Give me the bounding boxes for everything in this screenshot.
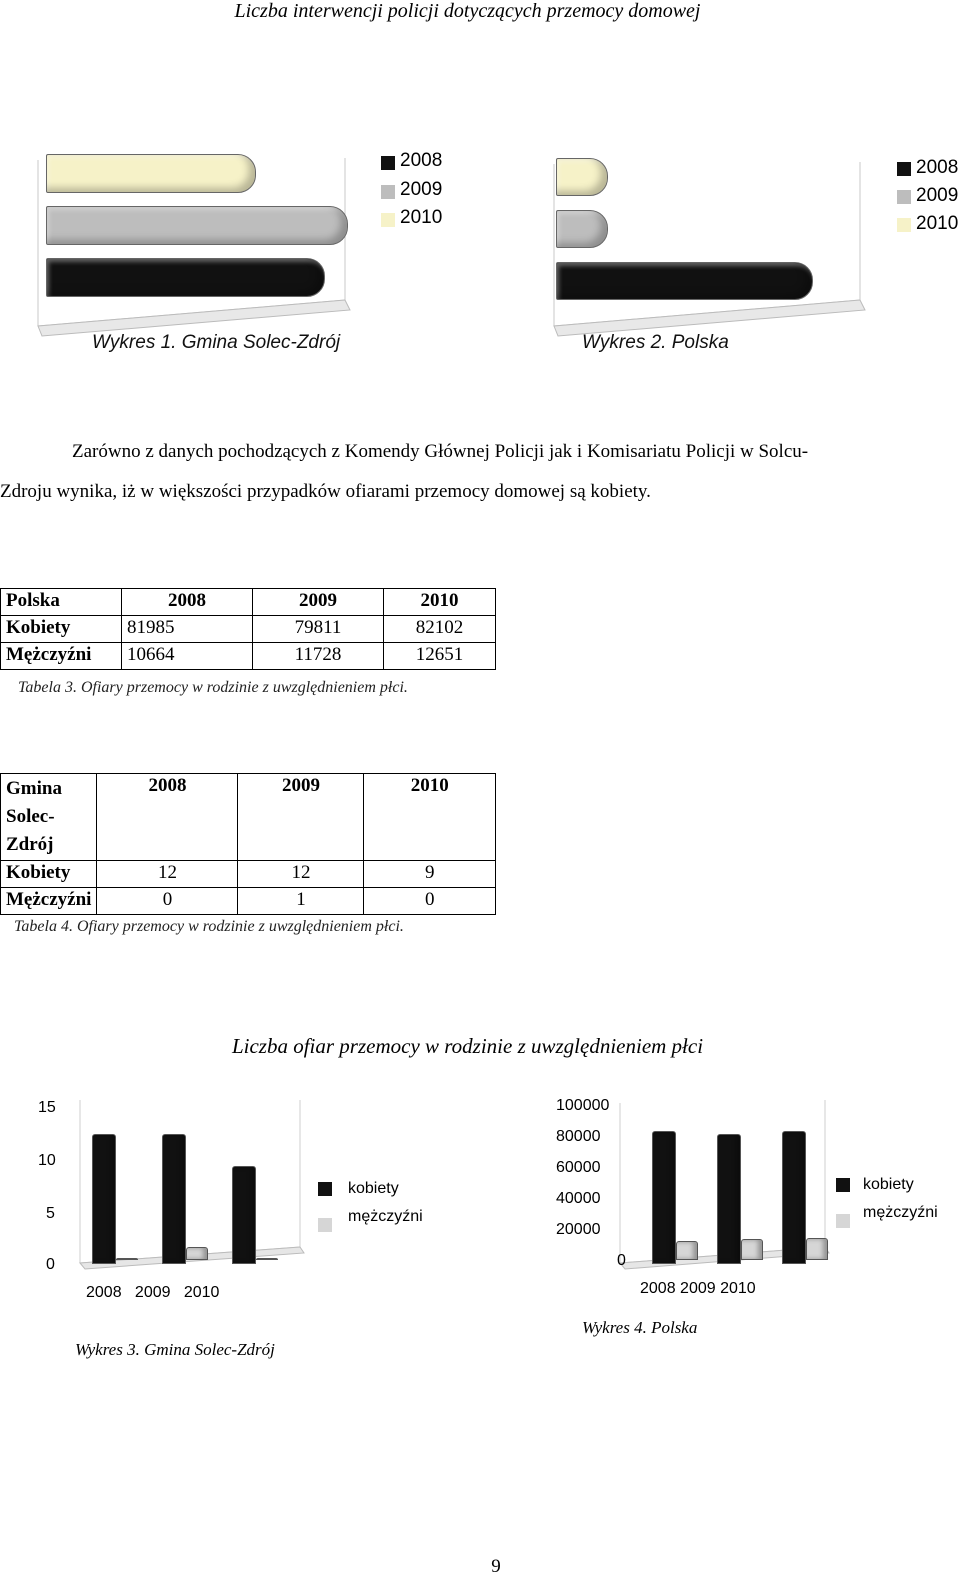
table-header-row [1, 774, 496, 861]
table-header-row [1, 589, 496, 616]
chart3-ytick: 0 [46, 1256, 55, 1273]
page-heading: Liczba interwencji policji dotyczących przemocy domowej [234, 0, 701, 22]
table3-caption: Tabela 3. Ofiary przemocy w rodzinie z uwzględnieniem płci. [18, 679, 408, 696]
table-cell: 0 [364, 888, 496, 915]
chart1-caption: Wykres 1. Gmina Solec-Zdrój [92, 332, 341, 353]
table-cell: 79811 [253, 616, 384, 643]
chart3-ytick: 5 [46, 1205, 55, 1222]
paragraph-line-1: Zarówno z danych pochodzących z Komendy Głównej Policji jak i Komisariatu Policji w Solcu- [72, 441, 809, 462]
chart2-bar-2008 [556, 262, 813, 300]
chart2-bar-2009 [556, 210, 608, 248]
table-cell: 12651 [384, 643, 496, 670]
chart2-bar-2010 [556, 158, 608, 196]
table-cell: 2008 [122, 589, 253, 616]
chart3-legend-swatch-mezczyzni [318, 1218, 332, 1232]
legend2-label-2010: 2010 [916, 213, 959, 234]
chart3-bar-2009-kobiety [162, 1134, 186, 1264]
table-row [1, 861, 496, 888]
chart3-caption: Wykres 3. Gmina Solec-Zdrój [75, 1340, 275, 1359]
table-cell: Mężczyźni [1, 888, 97, 915]
chart3-bar-2009-mezczyzni [186, 1247, 208, 1260]
chart3-ytick: 15 [38, 1099, 56, 1116]
chart1-bar-2010 [46, 154, 256, 193]
chart4-xticks: 2008 2009 2010 [640, 1280, 756, 1297]
chart3-legend-swatch-kobiety [318, 1182, 332, 1196]
table-cell: 2010 [384, 589, 496, 616]
table-cell: 2009 [238, 774, 364, 861]
table-cell: 82102 [384, 616, 496, 643]
table4-caption: Tabela 4. Ofiary przemocy w rodzinie z uwzględnieniem płci. [14, 918, 404, 935]
chart3-bar-2010-mezczyzni [256, 1258, 278, 1260]
table-cell: 1 [238, 888, 364, 915]
chart4-bar-2009-mezczyzni [741, 1239, 763, 1260]
table-cell: Kobiety [1, 861, 97, 888]
table-cell: 12 [97, 861, 238, 888]
chart4-caption: Wykres 4. Polska [582, 1318, 698, 1337]
table-cell: 9 [364, 861, 496, 888]
table-cell: Gmina Solec-Zdrój [1, 774, 97, 861]
table-cell: Polska [1, 589, 122, 616]
chart3-bar-2008-mezczyzni [116, 1258, 138, 1260]
chart4-bar-2010-mezczyzni [806, 1238, 828, 1260]
legend-label-2009: 2009 [400, 179, 443, 200]
chart4-legend-swatch-kobiety [836, 1178, 850, 1192]
chart4-ytick: 80000 [556, 1128, 601, 1145]
table-cell: 81985 [122, 616, 253, 643]
chart3-ytick: 10 [38, 1152, 56, 1169]
table-cell: Mężczyźni [1, 643, 122, 670]
table-cell: 10664 [122, 643, 253, 670]
legend2-label-2008: 2008 [916, 157, 959, 178]
table-polska [0, 588, 496, 670]
legend-swatch-2008 [381, 156, 395, 170]
table-cell: 2008 [97, 774, 238, 861]
table-cell: 0 [97, 888, 238, 915]
chart4-bar-2009-kobiety [717, 1134, 741, 1264]
chart4-legend-swatch-mezczyzni [836, 1214, 850, 1228]
chart1-bar-2008 [46, 258, 325, 297]
chart3-legend-label-kobiety: kobiety [348, 1180, 399, 1197]
legend-label-2010: 2010 [400, 207, 443, 228]
table-cell: 2009 [253, 589, 384, 616]
table-cell: 2010 [364, 774, 496, 861]
legend-swatch-2009 [381, 185, 395, 199]
chart4-bar-2008-kobiety [652, 1131, 676, 1264]
chart4-ytick: 20000 [556, 1221, 601, 1238]
table-cell: 11728 [253, 643, 384, 670]
chart4-ytick: 40000 [556, 1190, 601, 1207]
chart3-legend-label-mezczyzni: mężczyźni [348, 1208, 423, 1225]
legend2-swatch-2010 [897, 218, 911, 232]
table-row [1, 888, 496, 915]
paragraph-line-2: Zdroju wynika, iż w większości przypadków ofiarami przemocy domowej są kobiety. [0, 481, 651, 502]
chart2-caption: Wykres 2. Polska [582, 332, 729, 353]
table-cell: Kobiety [1, 616, 122, 643]
legend-label-2008: 2008 [400, 150, 443, 171]
chart3-xticks: 2008 2009 2010 [86, 1284, 220, 1301]
chart4-legend-label-mezczyzni: mężczyźni [863, 1204, 938, 1221]
chart4-ytick: 60000 [556, 1159, 601, 1176]
page-number: 9 [491, 1556, 501, 1577]
chart4-legend-label-kobiety: kobiety [863, 1176, 914, 1193]
chart4-ytick: 100000 [556, 1097, 610, 1114]
chart3-bar-2008-kobiety [92, 1134, 116, 1264]
legend-swatch-2010 [381, 213, 395, 227]
legend2-label-2009: 2009 [916, 185, 959, 206]
chart4-ytick: 0 [617, 1252, 626, 1269]
chart3-bar-2010-kobiety [232, 1166, 256, 1264]
table-row [1, 616, 496, 643]
table-cell: 12 [238, 861, 364, 888]
chart4-bar-2008-mezczyzni [676, 1241, 698, 1260]
chart4-bar-2010-kobiety [782, 1131, 806, 1264]
chart1-bar-2009 [46, 206, 348, 245]
table-row [1, 643, 496, 670]
legend2-swatch-2009 [897, 190, 911, 204]
table-gmina [0, 773, 496, 915]
section-title: Liczba ofiar przemocy w rodzinie z uwzględnieniem płci [231, 1034, 704, 1058]
legend2-swatch-2008 [897, 162, 911, 176]
